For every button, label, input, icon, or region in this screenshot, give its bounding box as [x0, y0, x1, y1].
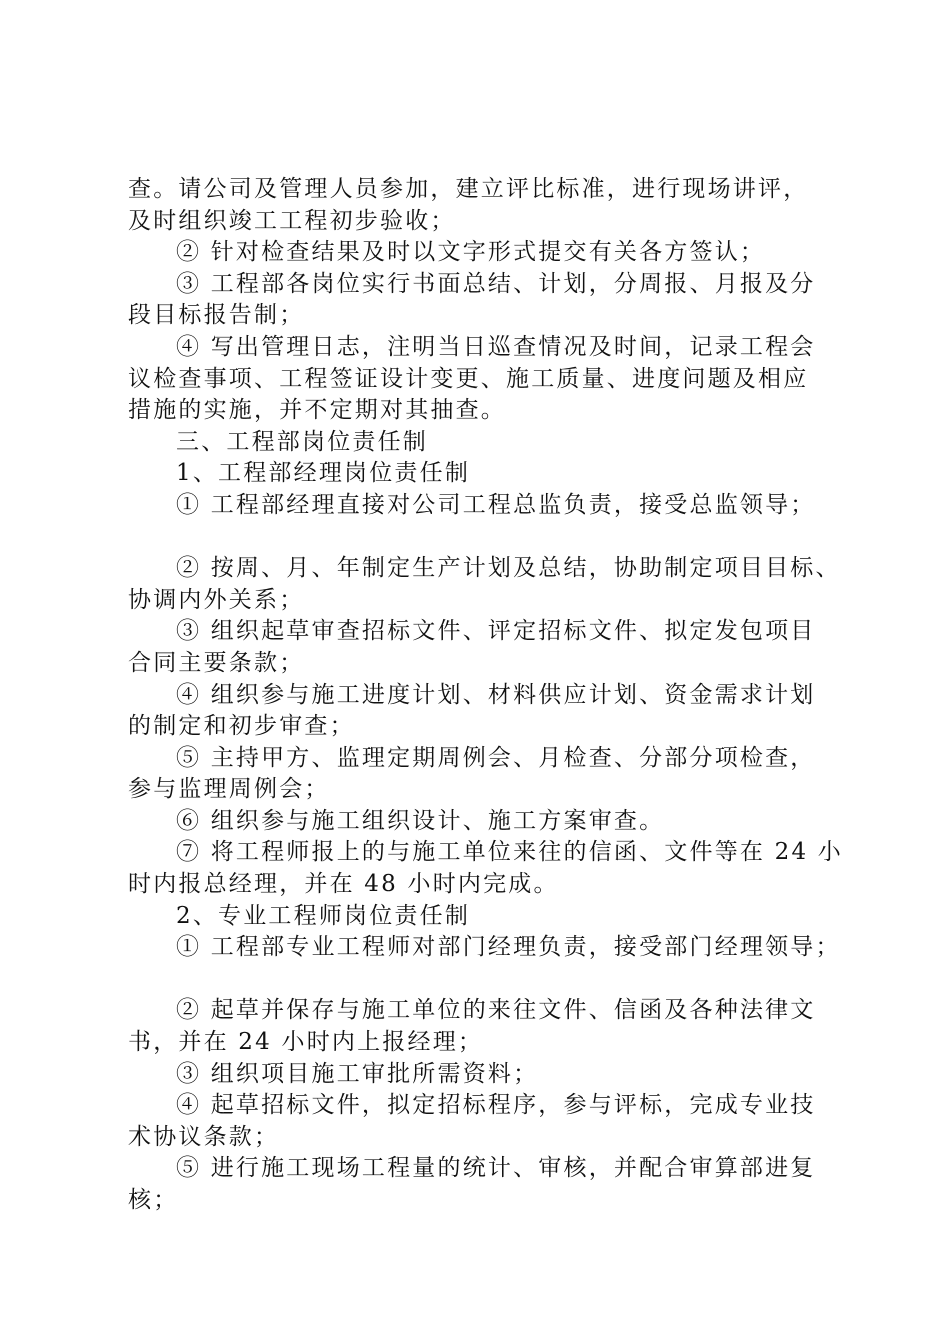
list-item: ④ 起草招标文件，拟定招标程序，参与评标，完成专业技 — [176, 1092, 816, 1119]
list-item: ② 起草并保存与施工单位的来往文件、信函及各种法律文 — [176, 997, 816, 1024]
list-item: ③ 组织起草审查招标文件、评定招标文件、拟定发包项目 — [176, 618, 816, 645]
list-item: ⑦ 将工程师报上的与施工单位来往的信函、文件等在 24 小 — [176, 839, 843, 866]
text-line: 的制定和初步审查； — [128, 713, 355, 740]
list-item: ⑤ 主持甲方、监理定期周例会、月检查、分部分项检查， — [176, 744, 816, 771]
document-body — [128, 174, 844, 1217]
text-line: 查。请公司及管理人员参加，建立评比标准，进行现场讲评， — [128, 176, 809, 202]
text-line: 协调内外关系； — [128, 586, 305, 613]
text-line: 核； — [128, 1187, 179, 1213]
text-line: 时内报总经理，并在 48 小时内完成。 — [128, 871, 559, 898]
list-item: ① 工程部专业工程师对部门经理负责，接受部门经理领导； — [176, 934, 841, 961]
list-item: ① 工程部经理直接对公司工程总监负责，接受总监领导； — [176, 491, 816, 518]
text-line: 书，并在 24 小时内上报经理； — [128, 1029, 484, 1056]
list-item: ② 按周、月、年制定生产计划及总结，协助制定项目目标、 — [176, 555, 841, 582]
subsection-heading: 2、专业工程师岗位责任制 — [176, 902, 471, 929]
list-item: ③ 工程部各岗位实行书面总结、计划，分周报、月报及分 — [176, 270, 816, 297]
text-line: 参与监理周例会； — [128, 776, 330, 803]
list-item: ⑤ 进行施工现场工程量的统计、审核，并配合审算部进复 — [176, 1155, 816, 1182]
text-line: 及时组织竣工工程初步验收； — [128, 207, 456, 234]
blank-line — [128, 964, 844, 996]
text-line: 术协议条款； — [128, 1123, 280, 1150]
list-item: ④ 组织参与施工进度计划、材料供应计划、资金需求计划 — [176, 681, 816, 708]
text-line: 合同主要条款； — [128, 649, 305, 676]
list-item: ③ 组织项目施工审批所需资料； — [176, 1060, 539, 1087]
text-line: 议检查事项、工程签证设计变更、施工质量、进度问题及相应 — [128, 365, 809, 392]
text-line: 段目标报告制； — [128, 302, 305, 329]
subsection-heading: 1、工程部经理岗位责任制 — [176, 460, 471, 487]
list-item: ② 针对检查结果及时以文字形式提交有关各方签认； — [176, 239, 766, 266]
text-line: 措施的实施，并不定期对其抽查。 — [128, 397, 506, 424]
list-item: ⑥ 组织参与施工组织设计、施工方案审查。 — [176, 807, 665, 834]
list-item: ④ 写出管理日志，注明当日巡查情况及时间，记录工程会 — [176, 333, 816, 360]
section-heading: 三、工程部岗位责任制 — [176, 428, 428, 455]
blank-line — [128, 522, 844, 554]
